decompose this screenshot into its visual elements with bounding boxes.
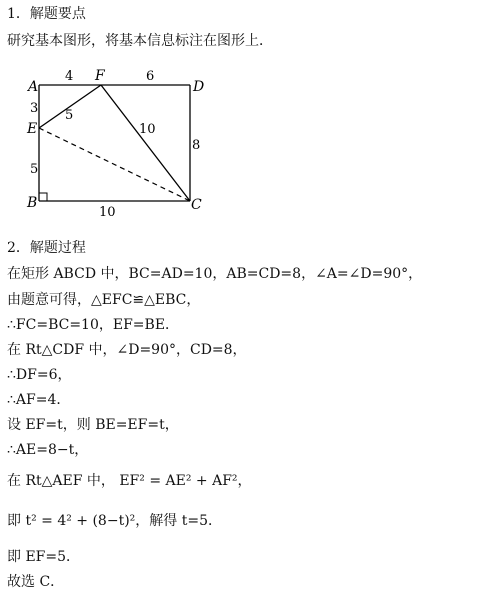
length-label-bc: 10: [99, 205, 116, 220]
length-label-af: 4: [65, 69, 74, 84]
solution-line-9: 在 Rt△AEF 中， EF² = AE² + AF²，: [7, 473, 252, 489]
vertex-label-d: D: [193, 79, 205, 95]
length-label-dc: 8: [192, 138, 201, 153]
solution-line-1: 在矩形 ABCD 中，BC=AD=10，AB=CD=8，∠A=∠D=90°，: [7, 266, 423, 282]
solution-line-2: 由题意可得，△EFC≌△EBC，: [7, 292, 201, 308]
solution-line-12: 故选 C．: [7, 574, 65, 590]
solution-line-3: ∴FC=BC=10，EF=BE．: [7, 317, 180, 333]
solution-line-7: 设 EF=t，则 BE=EF=t，: [7, 417, 179, 433]
vertex-label-f: F: [95, 68, 105, 84]
section2-heading: 2．解题过程: [7, 240, 86, 256]
vertex-label-e: E: [27, 121, 38, 137]
length-label-ae: 3: [30, 101, 39, 116]
section1-heading: 1．解题要点: [7, 6, 86, 22]
segment-fc: [101, 85, 190, 201]
length-label-ef: 5: [65, 108, 74, 123]
length-label-fc: 10: [139, 122, 156, 137]
length-label-eb: 5: [30, 162, 39, 177]
section1-intro: 研究基本图形，将基本信息标注在图形上．: [7, 33, 273, 49]
vertex-label-c: C: [191, 197, 202, 213]
vertex-label-b: B: [27, 195, 38, 211]
solution-line-10: 即 t² = 4² + (8−t)²，解得 t=5．: [7, 513, 222, 529]
length-label-fd: 6: [146, 69, 155, 84]
solution-line-11: 即 EF=5．: [7, 549, 81, 565]
geometry-figure: [0, 60, 230, 230]
solution-line-8: ∴AE=8−t，: [7, 442, 89, 458]
segment-ec-dashed: [39, 128, 190, 201]
solution-line-5: ∴DF=6，: [7, 367, 72, 383]
right-angle-mark: [39, 193, 47, 201]
vertex-label-a: A: [28, 79, 39, 95]
solution-line-6: ∴AF=4．: [7, 392, 71, 408]
solution-line-4: 在 Rt△CDF 中，∠D=90°，CD=8，: [7, 342, 247, 358]
